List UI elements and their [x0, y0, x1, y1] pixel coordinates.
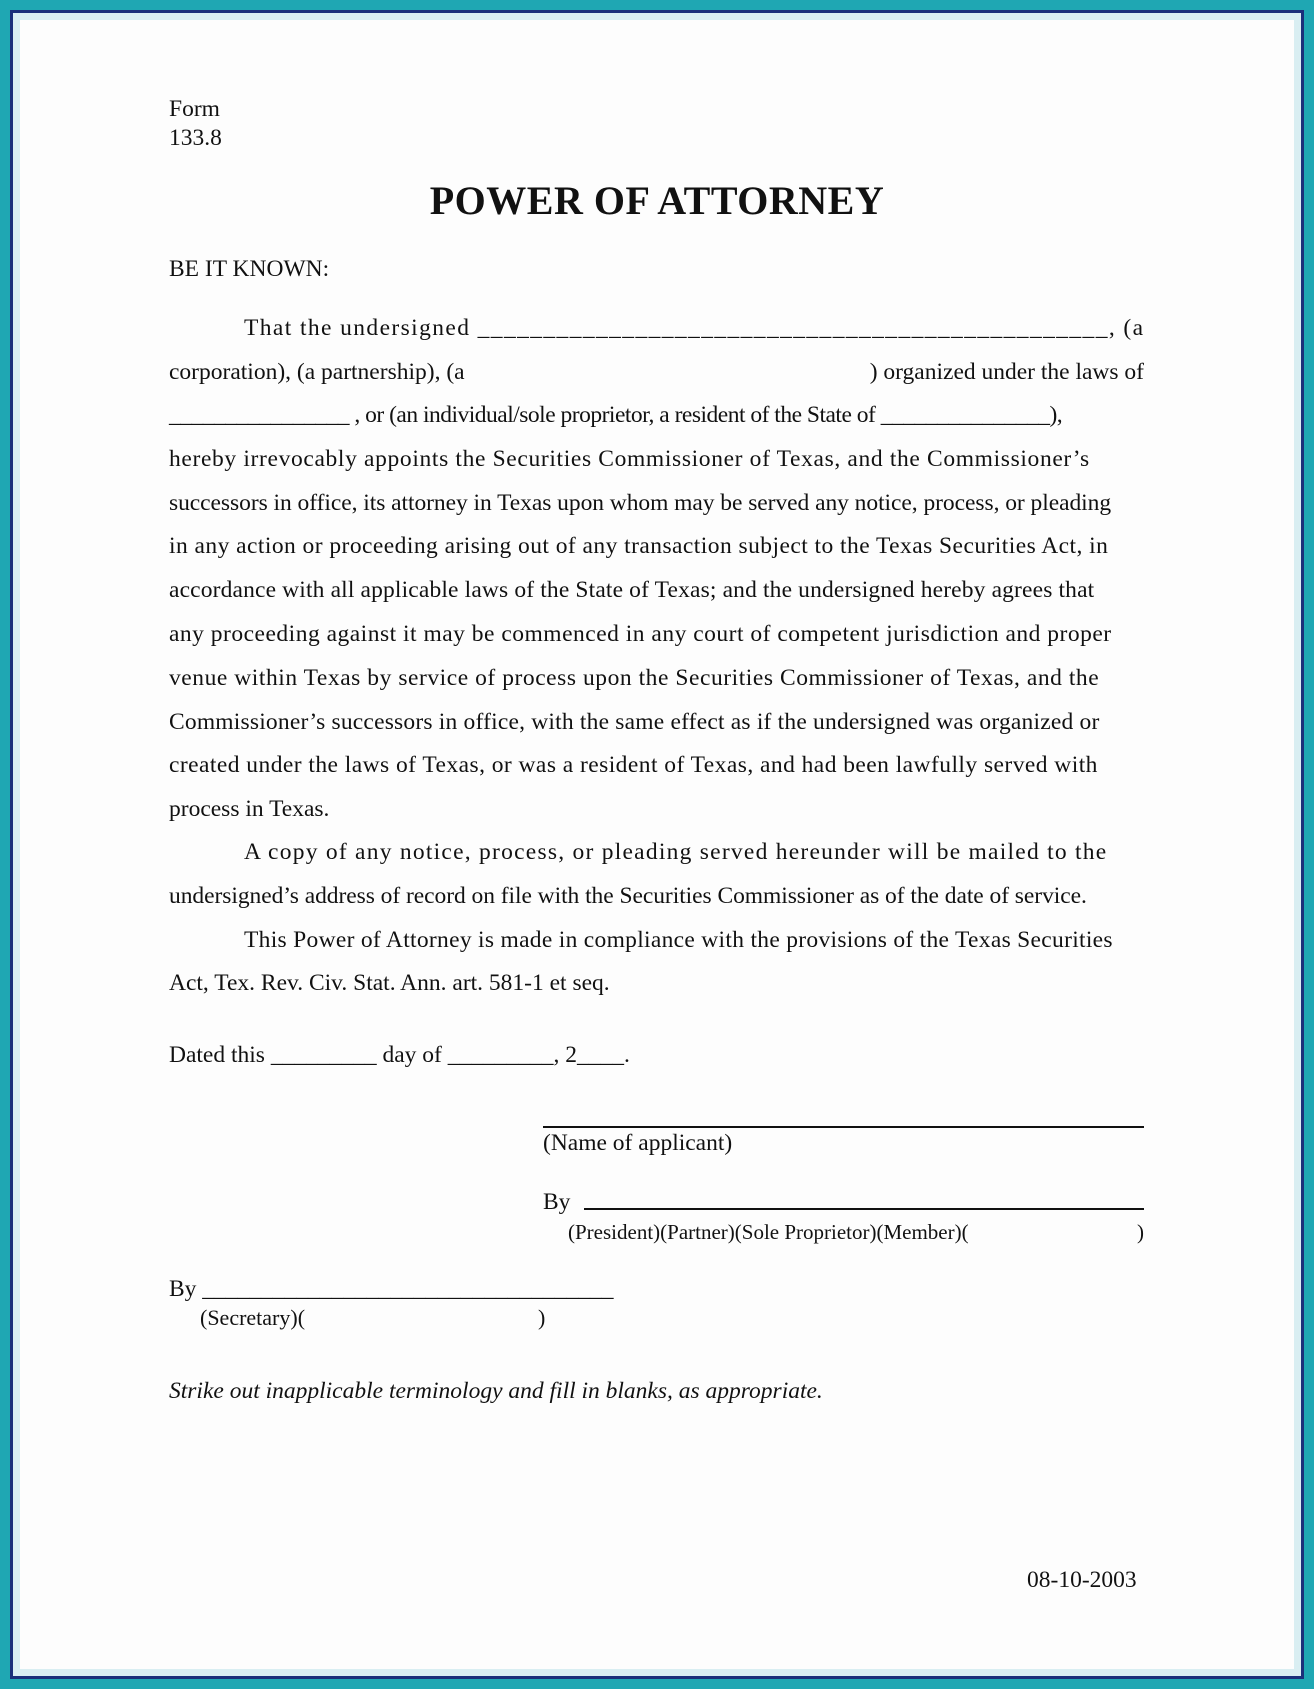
document-title: POWER OF ATTORNEY — [429, 178, 885, 223]
body-text: any proceeding against it may be commenced in any court of competent jurisdiction and proper — [169, 621, 1112, 647]
body-line-12 — [169, 794, 1144, 824]
body-line-8 — [169, 619, 1144, 649]
name-of-applicant-label: (Name of applicant) — [543, 1130, 733, 1156]
applicant-roles-label: (President)(Partner)(Sole Proprietor)(Member)( — [568, 1220, 969, 1244]
body-text: ________________ , or (an individual/sole proprietor, a resident of the State of _______________), — [169, 402, 1063, 428]
body-line-16 — [169, 968, 1144, 998]
applicant-roles-close: ) — [1137, 1220, 1144, 1244]
body-text: successors in office, its attorney in Texas upon whom may be served any notice, process, or pleading — [169, 490, 1112, 516]
body-text: ) organized under the laws of — [869, 359, 1144, 385]
body-text: Act, Tex. Rev. Civ. Stat. Ann. art. 581-1 et seq. — [169, 970, 610, 996]
secretary-roles-close: ) — [538, 1305, 546, 1330]
body-text: accordance with all applicable laws of the State of Texas; and the undersigned hereby agrees that — [169, 577, 1095, 603]
body-text: That the undersigned ________________________________________________, (a — [244, 315, 1145, 341]
officer-signature-line[interactable] — [584, 1208, 1144, 1210]
applicant-signature-line[interactable] — [543, 1126, 1144, 1128]
dated-line: Dated this _________ day of _________, 2____. — [169, 1042, 630, 1068]
secretary-signature-line[interactable]: By ___________________________________ — [169, 1276, 614, 1302]
form-label: Form — [169, 96, 220, 122]
body-text: hereby irrevocably appoints the Securities Commissioner of Texas, and the Commissioner’s — [169, 446, 1090, 472]
body-line-7 — [169, 575, 1144, 605]
body-text: venue within Texas by service of process upon the Securities Commissioner of Texas, and the — [169, 665, 1100, 691]
body-text: created under the laws of Texas, or was a resident of Texas, and had been lawfully served with — [169, 752, 1098, 778]
body-line-15 — [244, 925, 1144, 955]
form-number: 133.8 — [169, 125, 222, 151]
body-line-14 — [169, 881, 1144, 911]
body-text: Commissioner’s successors in office, with the same effect as if the undersigned was organized or — [169, 709, 1100, 735]
body-line-6 — [169, 531, 1144, 561]
body-line-10 — [169, 707, 1144, 737]
body-text: in any action or proceeding arising out of any transaction subject to the Texas Securities Act, in — [169, 533, 1109, 559]
body-line-9 — [169, 663, 1144, 693]
secretary-roles-label: (Secretary)( — [200, 1305, 306, 1330]
body-line-4 — [169, 444, 1144, 474]
body-line-5 — [169, 488, 1144, 518]
body-line-3 — [169, 400, 1144, 430]
body-line-11 — [169, 750, 1144, 780]
body-text: A copy of any notice, process, or pleading served hereunder will be mailed to the — [244, 839, 1108, 865]
be-it-known-heading: BE IT KNOWN: — [169, 256, 330, 282]
body-line-13 — [244, 837, 1144, 867]
by-label: By — [543, 1189, 571, 1215]
body-text: corporation), (a partnership), (a — [169, 359, 465, 385]
body-text: process in Texas. — [169, 796, 330, 822]
instruction-note: Strike out inapplicable terminology and fill in blanks, as appropriate. — [169, 1378, 823, 1404]
body-text: undersigned’s address of record on file with the Securities Commissioner as of the date of service. — [169, 883, 1087, 909]
body-line-1 — [244, 313, 1144, 343]
body-text: This Power of Attorney is made in compliance with the provisions of the Texas Securities — [244, 927, 1113, 953]
revision-date: 08-10-2003 — [1027, 1567, 1137, 1593]
body-line-2 — [169, 357, 1144, 387]
